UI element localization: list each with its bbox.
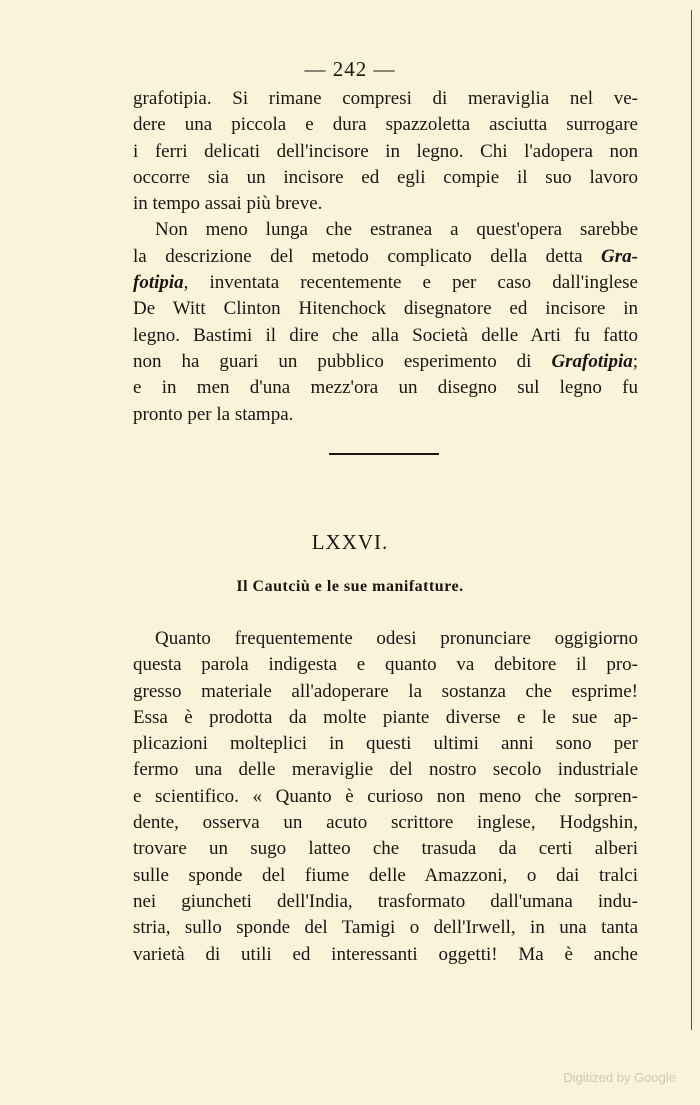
chapter-title: Il Cautciù e le sue manifatture.: [236, 578, 464, 595]
text-line: Non meno lunga che estranea a quest'opera sarebbe: [155, 219, 638, 241]
text-line: pronto per la stampa.: [133, 403, 294, 425]
text-run: la descrizione del metodo complicato della detta: [133, 245, 602, 267]
text-run: ;: [632, 350, 638, 372]
text-line: e scientifico. « Quanto è curioso non meno che sorpren-: [133, 785, 638, 807]
scan-watermark: Digitized by Google: [563, 1070, 676, 1085]
text-line: stria, sullo sponde del Tamigi o dell'Irwell, in una tanta: [133, 917, 638, 939]
text-line: Quanto frequentemente odesi pronunciare oggigiorno: [155, 628, 638, 649]
text-line: in tempo assai più breve.: [133, 193, 323, 215]
text-line: trovare un sugo latteo che trasuda da certi alberi: [133, 838, 638, 860]
text-line: De Witt Clinton Hitenchock disegnatore ed incisore in: [133, 298, 638, 320]
text-line: dente, osserva un acuto scrittore inglese, Hodgshin,: [133, 812, 638, 834]
text-line: Essa è prodotta da molte piante diverse e le sue ap-: [133, 706, 638, 728]
text-block-top: [133, 86, 638, 428]
page-edge-line: [691, 10, 693, 1030]
text-line: fermo una delle meraviglie del nostro secolo industriale: [133, 759, 638, 781]
page-number: — 242 —: [304, 57, 396, 81]
italic-term: Gra-: [601, 245, 638, 267]
text-line: e in men d'una mezz'ora un disegno sul legno fu: [133, 377, 638, 399]
italic-term: fotipia: [133, 272, 184, 294]
text-line: [133, 270, 638, 296]
text-line: grafotipia. Si rimane compresi di meraviglia nel ve-: [133, 88, 638, 109]
text-line: occorre sia un incisore ed egli compie il suo lavoro: [133, 166, 638, 188]
chapter-number: LXXVI.: [311, 530, 389, 554]
text-line: legno. Bastimi il dire che alla Società delle Arti fu fatto: [133, 324, 638, 346]
text-run: , inventata recentemente e per caso dall'inglese: [183, 272, 638, 294]
text-line: nei giuncheti dell'India, trasformato dall'umana indu-: [133, 890, 638, 912]
text-line: questa parola indigesta e quanto va debitore il pro-: [133, 654, 638, 676]
text-line: i ferri delicati dell'incisore in legno. Chi l'adopera non: [133, 140, 638, 162]
text-line: varietà di utili ed interessanti oggetti! Ma è anche: [133, 943, 638, 965]
text-block-bottom: [133, 626, 638, 968]
text-line: plicazioni molteplici in questi ultimi anni sono per: [133, 733, 638, 755]
text-line: dere una piccola e dura spazzoletta asciutta surrogare: [133, 114, 638, 136]
section-divider: [329, 453, 439, 455]
text-line: [133, 349, 638, 375]
text-line: sulle sponde del fiume delle Amazzoni, o dai tralci: [133, 864, 638, 886]
text-line: gresso materiale all'adoperare la sostanza che esprime!: [133, 680, 638, 702]
italic-term: Grafotipia: [551, 350, 633, 372]
text-run: non ha guari un pubblico esperimento di: [133, 350, 552, 372]
text-line: [133, 244, 638, 270]
